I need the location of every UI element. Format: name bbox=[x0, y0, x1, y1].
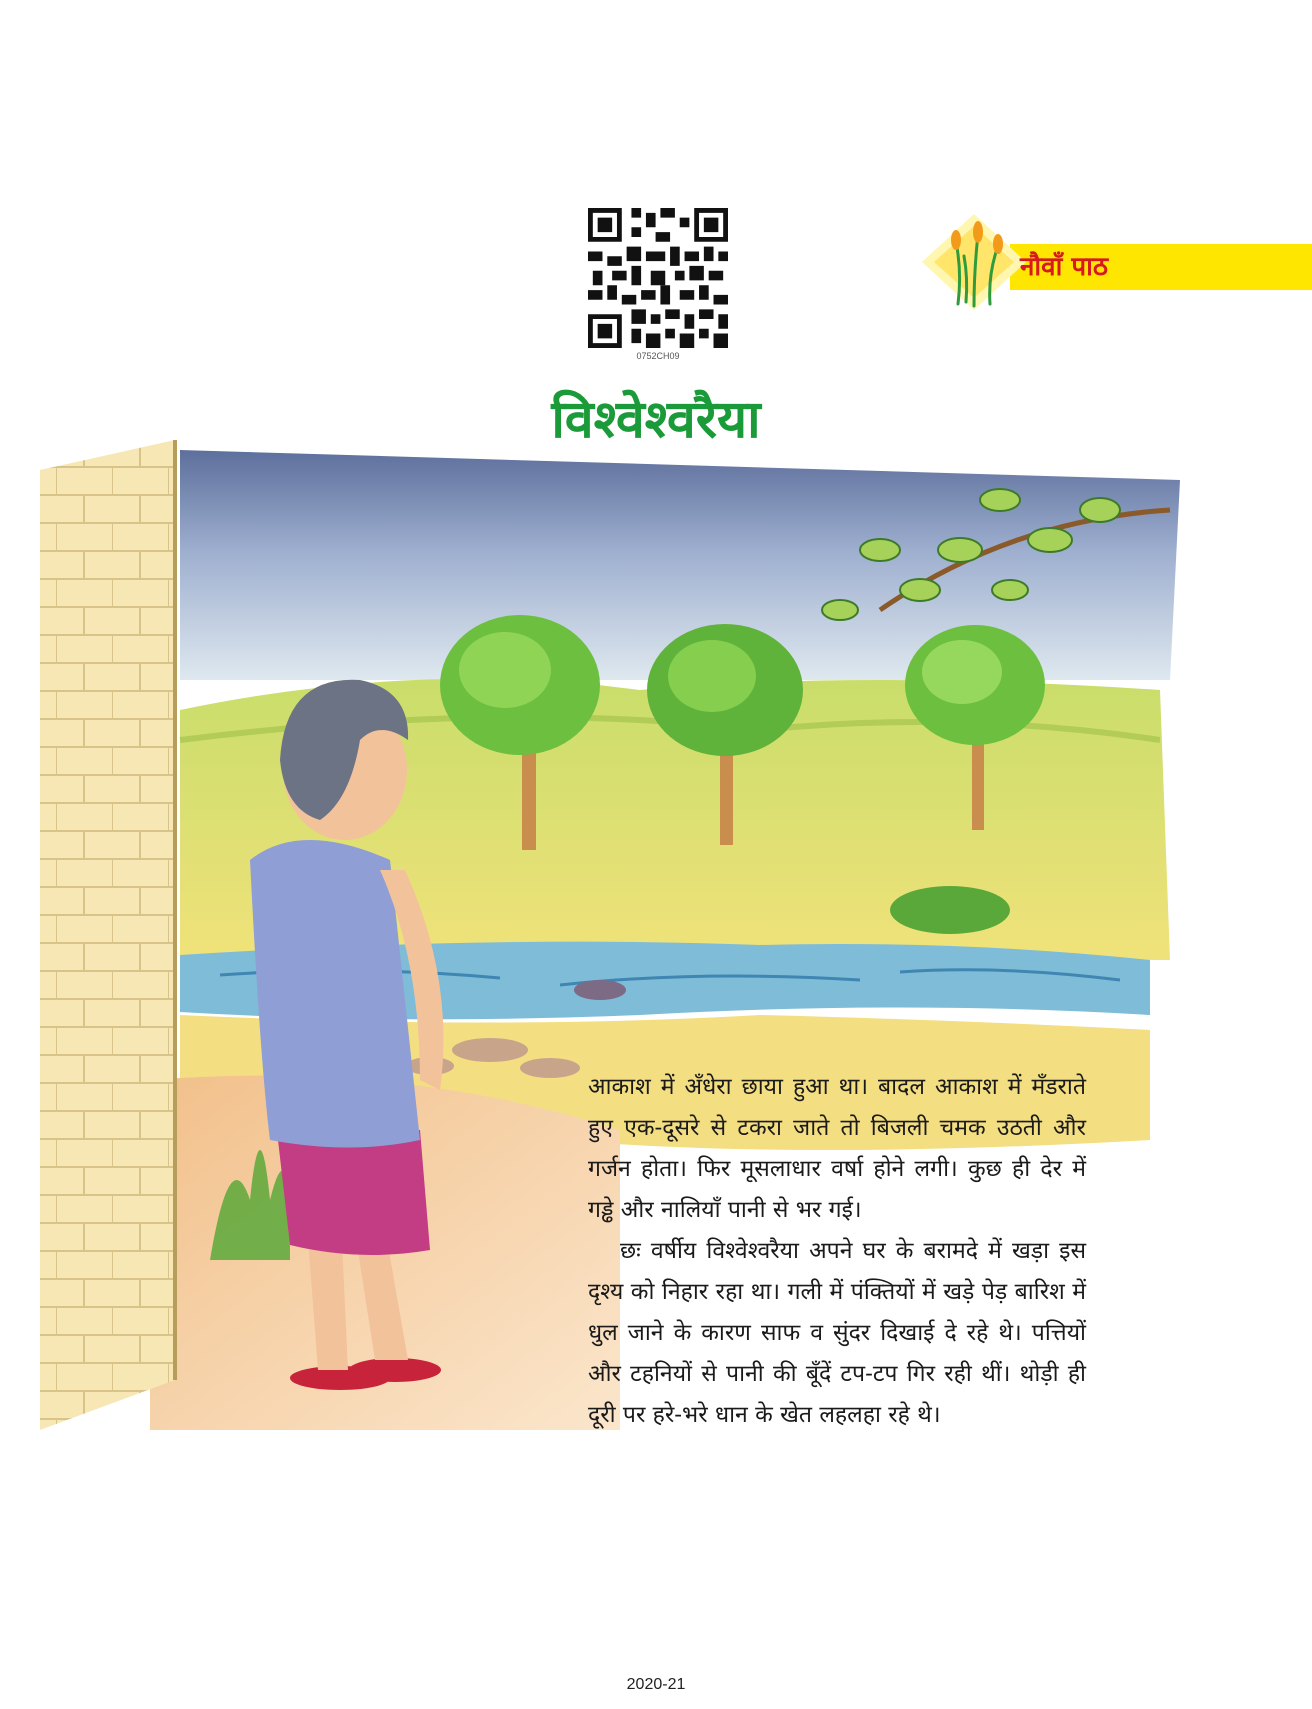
paragraph: छः वर्षीय विश्वेश्वरैया अपने घर के बरामदे में खड़ा इस दृश्य को निहार रहा था। गली में पंक्तियों में खड़े पेड़ बारिश में धुल जाने के कारण साफ व सुंदर दिखाई दे रहे थे। पत्तियों और टहनियों से पानी की बूँदें टप-टप गिर रही थीं। थोड़ी ही दूरी पर हरे-भरे धान के खेत लहलहा रहे थे। bbox=[588, 1238, 1086, 1428]
qr-code-label: 0752CH09 bbox=[636, 351, 680, 361]
paragraph: आकाश में अँधेरा छाया हुआ था। बादल आकाश में मँडराते हुए एक-दूसरे से टकरा जाते तो बिजली चमक उठती और गर्जन होता। फिर मूसलाधार वर्षा होने लगी। कुछ ही देर में गड्ढे और नालियाँ पानी से भर गई। bbox=[588, 1074, 1086, 1223]
qr-code-image bbox=[588, 208, 728, 348]
page-footer-year: 2020-21 bbox=[626, 1676, 686, 1693]
wheat-emblem-icon bbox=[918, 212, 1030, 312]
page-title: विश्वेश्वरैया bbox=[551, 390, 761, 450]
chapter-label: नौवाँ पाठ bbox=[1020, 252, 1109, 282]
body-text bbox=[588, 1067, 1086, 1436]
